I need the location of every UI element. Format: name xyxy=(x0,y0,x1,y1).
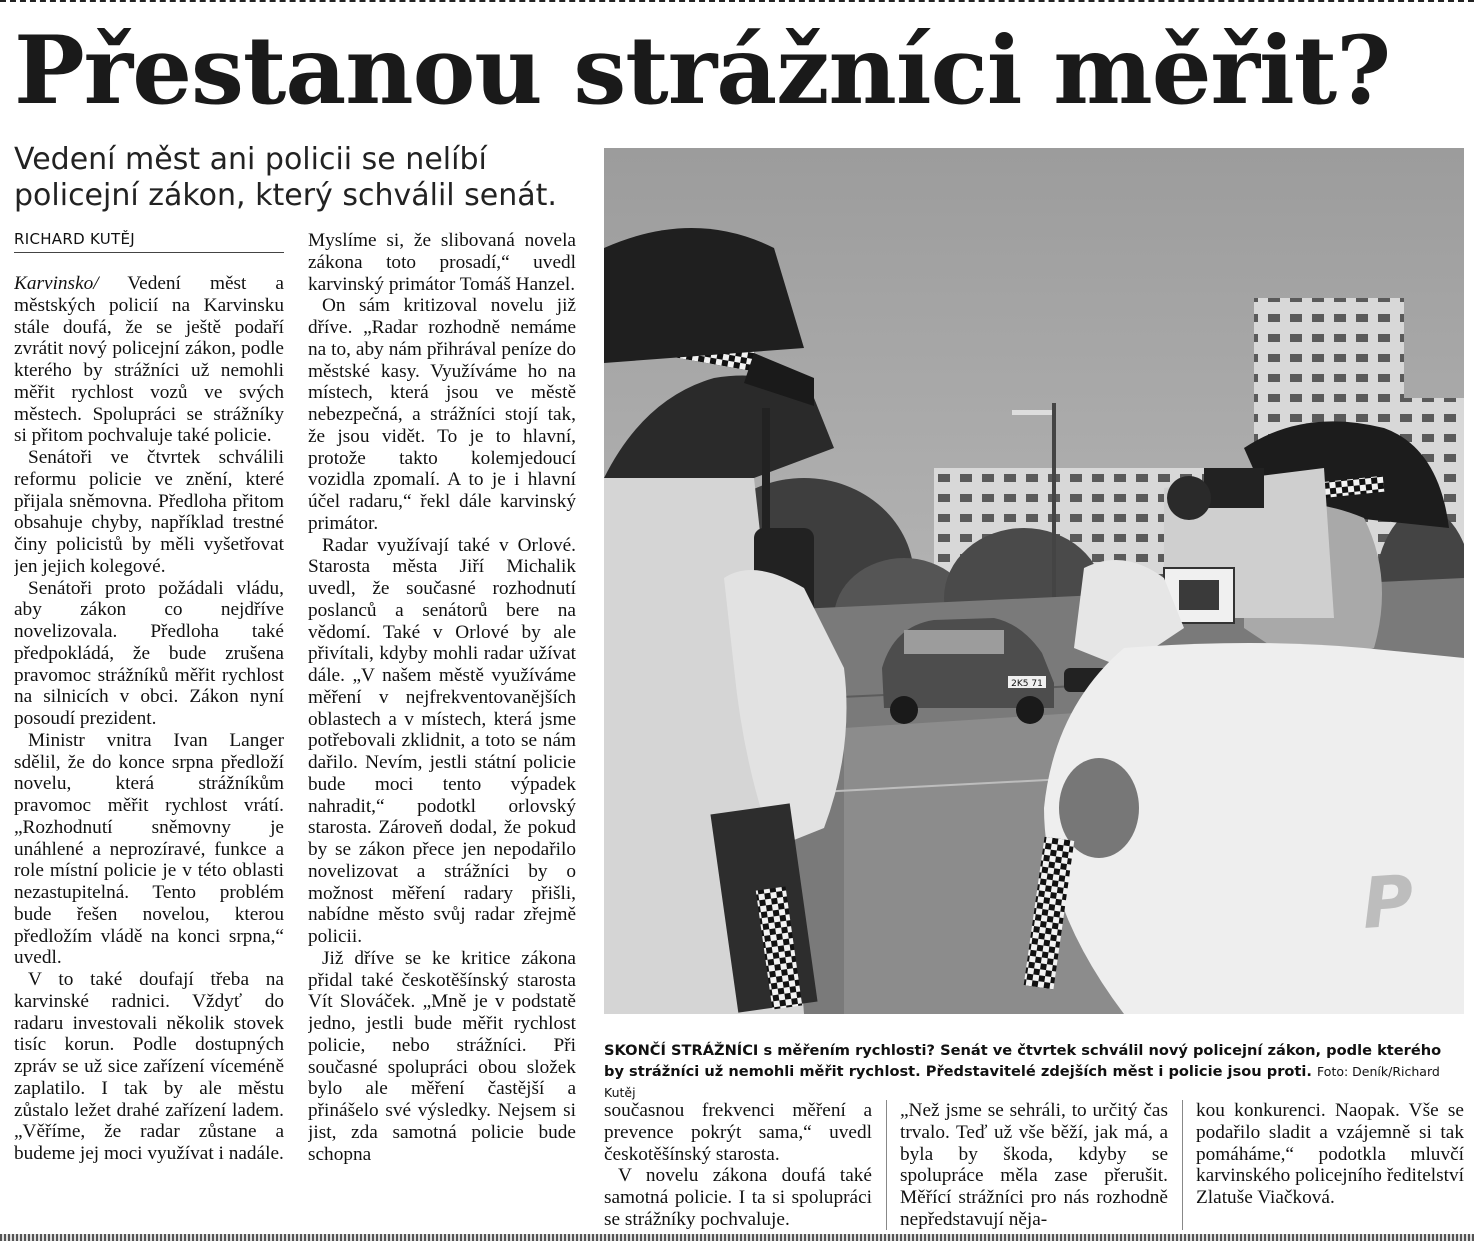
article-column-1 xyxy=(14,273,284,1228)
caption-text: SKONČÍ STRÁŽNÍCI s měřením rychlosti? Senát ve čtvrtek schválil nový policejní zákon, podle kterého by strážníci už nemohli měřit rychlost. Představitelé zdejších měst i policie jsou proti. xyxy=(604,1042,1442,1080)
photo-credit: Foto: Deník/Richard Kutěj xyxy=(604,1064,1440,1100)
bottom-border xyxy=(0,1234,1474,1241)
headline: Přestanou strážníci měřit? xyxy=(14,16,1391,126)
cut-line xyxy=(0,0,1474,2)
paragraph: Myslíme si, že slibovaná novela zákona toto prosadí,“ uvedl karvinský primátor Tomáš Hanzel. xyxy=(308,230,576,295)
paragraph: V novelu zákona doufá také samotná policie. I ta si spolupráci se strážníky pochvaluje. xyxy=(604,1165,872,1230)
svg-text:P: P xyxy=(1359,859,1417,945)
paragraph: Již dříve se ke kritice zákona přidal také českotěšínský starosta Vít Slováček. „Mně je v podstatě jedno, jestli bude měřit rychlost policie, nebo strážníci. Při současné spolupráci obou složek bylo ale měření častější a přinášelo své výsledky. Nejsem si jist, zda samotná policie bude schopna xyxy=(308,947,576,1165)
paragraph: On sám kritizoval novelu již dříve. „Radar rozhodně nemáme na to, aby nám přihrával peníze do městské kasy. Využíváme ho na místech, která jsou ve městě nebezpečná, a strážníci stojí tak, že jsou vidět. To je to hlavní, protože takto kolemjedoucí vozidla zpomalí. A to je i hlavní účel radaru,“ řekl dále karvinský primátor. xyxy=(308,295,576,534)
article-column-3 xyxy=(604,1100,872,1230)
paragraph-text: Vedení měst a městských policií na Karvinsku stále doufá, že se ještě podaří zvrátit nový policejní zákon, podle kterého by strážníci už nemohli měřit rychlost vozů ve svých městech. Spolupráci se strážníky si přitom pochvaluje také policie. xyxy=(14,273,284,447)
article-column-5 xyxy=(1196,1100,1464,1230)
paragraph: „Než jsme se sehráli, to určitý čas trvalo. Teď už vše běží, jak má, a byla by škoda, kdyby se spolupráce měla zase přerušit. Měřící strážníci pro nás rozhodně nepředstavují něja- xyxy=(900,1100,1168,1230)
dateline: Karvinsko/ xyxy=(14,273,99,294)
paragraph: Senátoři proto požádali vládu, aby zákon co nejdříve novelizovala. Předloha také předpokládá, že bude zrušena pravomoc strážníků měřit rychlost na silnicích v obci. Zákon nyní posoudí prezident. xyxy=(14,577,284,729)
paragraph: současnou frekvenci měření a prevence pokrýt sama,“ uvedl českotěšínský starosta. xyxy=(604,1100,872,1165)
photo-caption xyxy=(604,1040,1464,1103)
license-plate: 2K5 71 xyxy=(1011,679,1043,689)
photo-illustration xyxy=(604,148,1464,1014)
news-photo xyxy=(604,148,1464,1014)
paragraph: V to také doufají třeba na karvinské radnici. Vždyť do radaru investovali několik stovek tisíc korun. Podle dostupných zpráv se už sice zařízení víceméně zaplatilo. I tak by ale městu zůstalo ležet drahé zařízení ladem. „Věříme, že radar zůstane a budeme jej moci využívat i nadále. xyxy=(14,969,284,1164)
byline: RICHARD KUTĚJ xyxy=(14,230,284,253)
column-divider xyxy=(1182,1100,1183,1230)
column-divider xyxy=(886,1100,887,1230)
paragraph: kou konkurenci. Naopak. Vše se podařilo sladit a vzájemně si tak pomáháme,“ podotkla mluvčí karvinského policejního ředitelství Zlatuše Viačková. xyxy=(1196,1100,1464,1208)
paragraph: Radar využívají také v Orlové. Starosta města Jiří Michalik uvedl, že současné rozhodnutí poslanců a senátorů bere na vědomí. Také v Orlové by ale přivítali, kdyby mohli radar užívat dále. „V našem městě využíváme měření v nejfrekventovanějších oblastech a v místech, která jsme potřebovali zklidnit, a toto se nám dařilo. Nevím, jestli státní policie bude moci tento výpadek nahradit,“ podotkl orlovský starosta. Zároveň dodal, že pokud by se zákon přece jen nepodařilo novelizovat a strážníci by o možnost měření radary přišli, nabídne město svůj radar zřejmě policii. xyxy=(308,534,576,947)
subheadline: Vedení měst ani policii se nelíbí policejní zákon, který schválil senát. xyxy=(14,142,557,213)
paragraph: Ministr vnitra Ivan Langer sdělil, že do konce srpna předloží novelu, která strážníkům pravomoc měřit rychlost vrátí. „Rozhodnutí sněmovny je unáhlené a neprozíravé, funkce a role místní policie je v této oblasti nezastupitelná. Tento problém bude řešen novelou, kterou předložím vládě na konci srpna,“ uvedl. xyxy=(14,729,284,969)
paragraph: Senátoři ve čtvrtek schválili reformu policie ve znění, které přijala sněmovna. Předloha přitom obsahuje chyby, například trestné činy policistů by měli vyšetřovat jen jejich kolegové. xyxy=(14,447,284,577)
article-column-4 xyxy=(900,1100,1168,1230)
paragraph xyxy=(14,273,284,447)
article-column-2 xyxy=(308,230,576,1228)
